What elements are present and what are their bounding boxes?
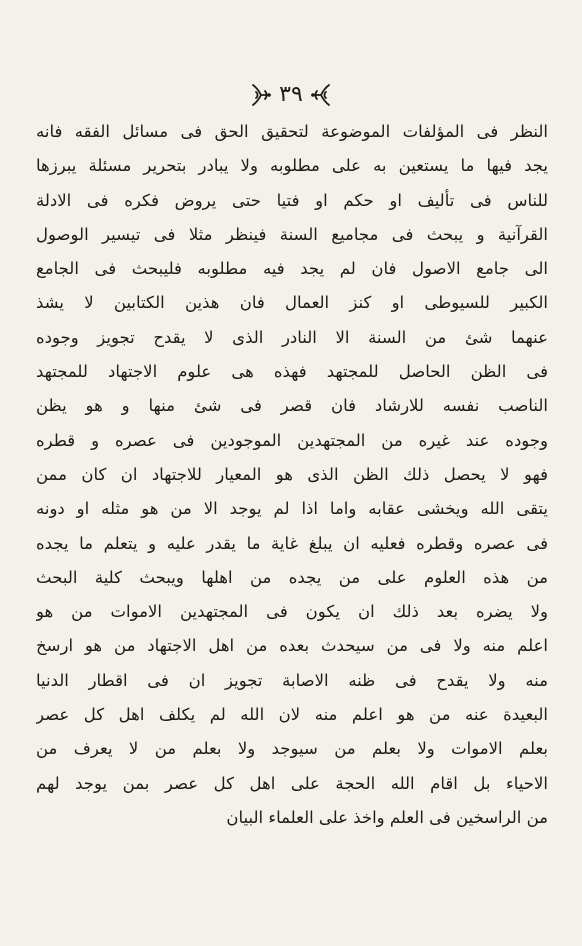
floral-ornament-icon <box>249 82 273 108</box>
text-line: وجوده عند غيره من المجتهدين الموجودين فى عصره و قطره <box>36 430 548 450</box>
text-line: اعلم منه ولا فى من سيحدث بعده من اهل الاجتهاد من هو ارسخ <box>36 636 548 656</box>
text-line: يجد فيها ما يستعين به على مطلوبه ولا يبادر بتحرير مسئلة يبرزها <box>36 156 548 176</box>
floral-ornament-icon <box>309 82 333 108</box>
text-line: للناس فى تأليف او حكم او فتيا حتى يروض فكره فى الادلة <box>36 190 548 210</box>
text-line: فى عصره وقطره فعليه ان يبلغ غاية ما يقدر عليه و يتعلم ما يجده <box>36 533 548 553</box>
text-line: البعيدة عنه من هو اعلم منه لان الله لم يكلف اهل كل عصر <box>36 705 548 725</box>
text-line: الاحياء بل اقام الله الحجة على اهل كل عصر بمن يوجد لهم <box>36 773 548 793</box>
text-line: الكبير للسيوطى او كنز العمال فان هذين الكتابين لا يشذ <box>36 293 548 313</box>
text-line: من هذه العلوم على من يجده من اهلها ويبحث كلية البحث <box>36 567 548 587</box>
text-line: النظر فى المؤلفات الموضوعة لتحقيق الحق فى مسائل الفقه فانه <box>36 122 548 141</box>
text-line: الناصب نفسه للارشاد فان قصر فى شئ منها و هو يظن <box>36 396 548 416</box>
text-line: الى جامع الاصول فان لم يجد فيه مطلوبه فليبحث فى الجامع <box>36 259 548 279</box>
text-line: عنهما شئ من السنة الا النادر الذى لا يقدح تجويز وجوده <box>36 327 548 347</box>
text-line: منه ولا يقدح فى ظنه الاصابة تجويز ان فى اقطار الدنيا <box>36 670 548 690</box>
text-line: القرآنية و يبحث فى مجاميع السنة فينظر مثلا فى تيسير الوصول <box>36 224 548 244</box>
page-header <box>0 78 582 112</box>
text-line: فى الظن الحاصل للمجتهد فهذه هى علوم الاجتهاد للمجتهد <box>36 362 548 382</box>
text-line: يتقى الله ويخشى عقابه واما اذا لم يوجد الا من هو مثله او دونه <box>36 499 548 519</box>
text-line: ولا يضره بعد ذلك ان يكون فى المجتهدين الاموات من هو <box>36 602 548 622</box>
text-line: فهو لا يحصل ذلك الظن الذى هو المعيار للاجتهاد ان كان ممن <box>36 464 548 484</box>
page-body-text <box>36 115 548 835</box>
text-line-last: من الراسخين فى العلم واخذ على العلماء البيان <box>226 807 548 827</box>
text-line: بعلم الاموات ولا بعلم من سيوجد ولا بعلم من لا يعرف من <box>36 739 548 759</box>
page-number: ٣٩ <box>279 82 303 107</box>
